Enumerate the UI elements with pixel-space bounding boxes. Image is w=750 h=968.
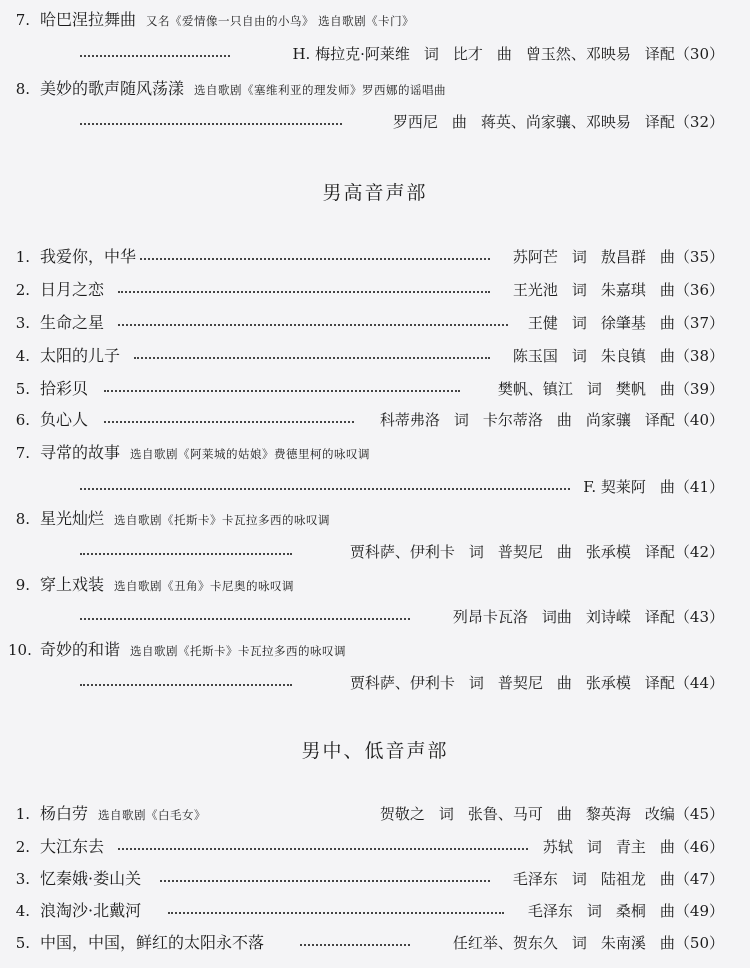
entry-title: 奇妙的和谐 选自歌剧《托斯卡》卡瓦拉多西的咏叹调 <box>40 640 347 659</box>
entry-subtitle: 选自歌剧《阿莱城的姑娘》费德里柯的咏叹调 <box>130 447 371 461</box>
entry-number: 4. <box>15 902 30 920</box>
dot-leader <box>104 421 354 423</box>
dot-leader <box>80 55 230 57</box>
entry-title: 拾彩贝 <box>40 379 89 398</box>
dot-leader <box>160 880 490 882</box>
entry-title: 我爱你，中华 <box>40 247 137 266</box>
dot-leader <box>140 258 490 260</box>
list-item <box>0 572 750 598</box>
entry-number: 9. <box>15 576 30 594</box>
list-item <box>0 7 750 33</box>
section-heading: 男高音声部 <box>322 182 428 204</box>
list-item-credit <box>0 539 750 565</box>
entry-title: 星光灿烂 选自歌剧《托斯卡》卡瓦拉多西的咏叹调 <box>40 509 331 528</box>
entry-title: 寻常的故事 选自歌剧《阿莱城的姑娘》费德里柯的咏叹调 <box>40 443 371 462</box>
entry-title: 美妙的歌声随风荡漾 选自歌剧《塞维利亚的理发师》罗西娜的谣唱曲 <box>40 79 447 98</box>
entry-title: 日月之恋 <box>40 280 105 299</box>
entry-number: 1. <box>15 248 30 266</box>
list-item-credit <box>0 474 750 500</box>
entry-number: 7. <box>15 11 30 29</box>
entry-credit: 陈玉国 词 朱良镇 曲（38） <box>512 347 724 365</box>
list-item <box>0 407 750 433</box>
entry-credit: 任红举、贺东久 词 朱南溪 曲（50） <box>452 934 724 952</box>
list-item <box>0 76 750 102</box>
entry-title: 哈巴涅拉舞曲 又名《爱情像一只自由的小鸟》 选自歌剧《卡门》 <box>40 10 415 29</box>
list-item <box>0 343 750 369</box>
dot-leader <box>80 123 342 125</box>
entry-number: 8. <box>15 510 30 528</box>
list-item <box>0 244 750 270</box>
entry-number: 5. <box>15 934 30 952</box>
list-item-credit <box>0 41 750 67</box>
entry-subtitle: 选自歌剧《托斯卡》卡瓦拉多西的咏叹调 <box>130 644 347 658</box>
dot-leader <box>168 912 504 914</box>
entry-credit: 苏轼 词 青主 曲（46） <box>542 838 724 856</box>
entry-credit: 贺敬之 词 张鲁、马可 曲 黎英海 改编（45） <box>379 805 724 823</box>
entry-credit: 樊帆、镇江 词 樊帆 曲（39） <box>497 380 724 398</box>
entry-credit: 列昂卡瓦洛 词曲 刘诗嵘 译配（43） <box>452 608 724 626</box>
list-item <box>0 440 750 466</box>
dot-leader <box>80 618 410 620</box>
dot-leader <box>300 944 410 946</box>
entry-credit: 毛泽东 词 陆祖龙 曲（47） <box>512 870 724 888</box>
list-item <box>0 310 750 336</box>
list-item <box>0 376 750 402</box>
entry-number: 6. <box>15 411 30 429</box>
entry-title: 杨白劳 选自歌剧《白毛女》 <box>40 804 207 823</box>
list-item <box>0 801 750 827</box>
dot-leader <box>118 324 508 326</box>
dot-leader <box>118 291 490 293</box>
list-item-credit <box>0 670 750 696</box>
entry-title: 穿上戏装 选自歌剧《丑角》卡尼奥的咏叹调 <box>40 575 295 594</box>
list-item-credit <box>0 109 750 135</box>
entry-number: 2. <box>15 838 30 856</box>
section-heading: 男中、低音声部 <box>301 740 449 762</box>
entry-credit: 王光池 词 朱嘉琪 曲（36） <box>512 281 724 299</box>
list-item <box>0 930 750 956</box>
entry-credit: H. 梅拉克·阿莱维 词 比才 曲 曾玉然、邓映易 译配（30） <box>292 45 724 63</box>
dot-leader <box>104 390 460 392</box>
entry-subtitle: 选自歌剧《塞维利亚的理发师》罗西娜的谣唱曲 <box>194 83 447 97</box>
list-item <box>0 898 750 924</box>
entry-credit: 贾科萨、伊利卡 词 普契尼 曲 张承模 译配（44） <box>349 674 724 692</box>
list-item <box>0 506 750 532</box>
entry-title: 生命之星 <box>40 313 105 332</box>
entry-number: 8. <box>15 80 30 98</box>
entry-number: 2. <box>15 281 30 299</box>
entry-number: 4. <box>15 347 30 365</box>
dot-leader <box>134 357 490 359</box>
entry-subtitle: 选自歌剧《托斯卡》卡瓦拉多西的咏叹调 <box>114 513 331 527</box>
list-item <box>0 277 750 303</box>
entry-number: 1. <box>15 805 30 823</box>
entry-title: 负心人 <box>40 410 89 429</box>
entry-credit: F. 契莱阿 曲（41） <box>583 478 724 496</box>
entry-title: 浪淘沙·北戴河 <box>40 901 142 920</box>
entry-subtitle: 选自歌剧《丑角》卡尼奥的咏叹调 <box>114 579 295 593</box>
entry-title: 太阳的儿子 <box>40 346 121 365</box>
entry-credit: 毛泽东 词 桑桐 曲（49） <box>527 902 724 920</box>
list-item <box>0 866 750 892</box>
entry-title: 中国，中国，鲜红的太阳永不落 <box>40 933 265 952</box>
dot-leader <box>80 553 292 555</box>
entry-credit: 罗西尼 曲 蒋英、尚家骧、邓映易 译配（32） <box>392 113 724 131</box>
entry-title: 大江东去 <box>40 837 105 856</box>
list-item <box>0 834 750 860</box>
entry-subtitle: 又名《爱情像一只自由的小鸟》 选自歌剧《卡门》 <box>146 14 415 28</box>
entry-number: 5. <box>15 380 30 398</box>
entry-subtitle: 选自歌剧《白毛女》 <box>98 808 207 822</box>
entry-number: 3. <box>15 870 30 888</box>
entry-number: 10. <box>8 641 32 659</box>
list-item <box>0 637 750 663</box>
list-item-credit <box>0 604 750 630</box>
entry-credit: 苏阿芒 词 敖昌群 曲（35） <box>512 248 724 266</box>
dot-leader <box>80 488 570 490</box>
dot-leader <box>118 848 528 850</box>
entry-number: 7. <box>15 444 30 462</box>
entry-number: 3. <box>15 314 30 332</box>
entry-credit: 王健 词 徐肇基 曲（37） <box>527 314 724 332</box>
entry-credit: 科蒂弗洛 词 卡尔蒂洛 曲 尚家骧 译配（40） <box>379 411 724 429</box>
entry-credit: 贾科萨、伊利卡 词 普契尼 曲 张承模 译配（42） <box>349 543 724 561</box>
entry-title: 忆秦娥·娄山关 <box>40 869 142 888</box>
dot-leader <box>80 684 292 686</box>
